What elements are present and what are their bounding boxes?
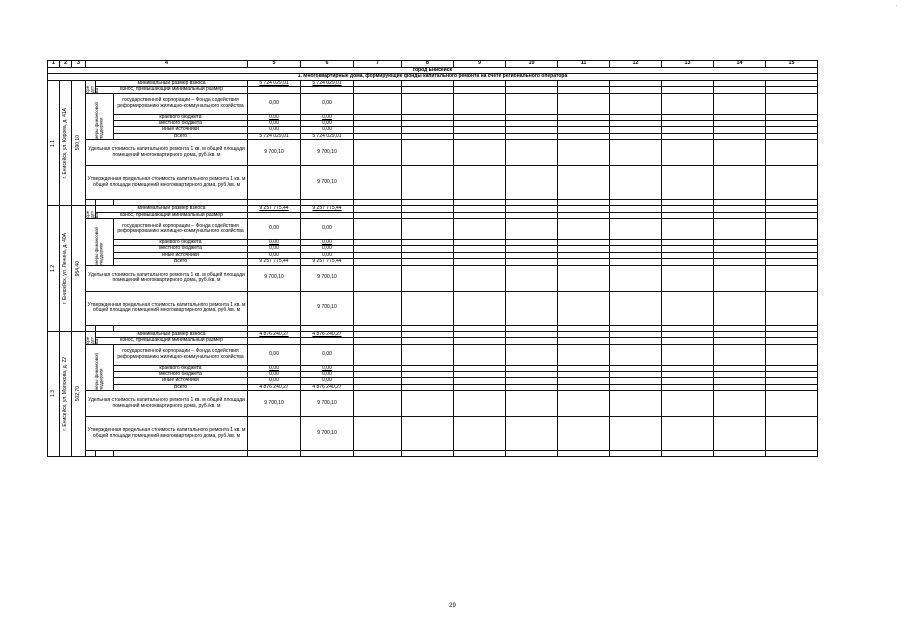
empty-cell [506,166,558,200]
empty-cell [766,344,818,365]
empty-cell [354,344,402,365]
value-cell: 9 700,10 [248,265,301,291]
value-cell: 0,00 [301,246,354,252]
header-cell: 8 [402,61,454,68]
table-row [48,451,818,457]
fund-corporation-label: государственной корпорации – Фонда содействия реформированию жилищно-коммунального хозяйства [114,219,248,240]
empty-cell [454,93,506,114]
sources-label: сре дст ва [86,80,96,93]
empty-cell [454,417,506,451]
empty-cell [766,219,818,240]
sources-label: сре дст ва [86,331,96,344]
limit-cost-label: Утвержденная предельная стоимость капитального ремонта 1 кв. м общей площади помещений многоквартирного дома, руб./кв. м [86,291,248,325]
empty-cell [714,219,766,240]
total-label: Всего [114,133,248,139]
table-row [48,417,818,451]
value-cell: 0,00 [248,219,301,240]
value-cell: 9 700,10 [301,391,354,417]
fund-corporation-label: государственной корпорации – Фонда содействия реформированию жилищно-коммунального хозяйства [114,344,248,365]
empty-cell [558,93,610,114]
value-cell: 0,00 [248,93,301,114]
empty-cell [354,93,402,114]
table-row [48,93,818,114]
value-cell: 0,00 [301,127,354,133]
empty-cell [248,417,301,451]
empty-cell [610,344,662,365]
row-area: 590,10 [72,80,86,205]
value-cell: 5 724 029,01 [248,133,301,139]
empty-cell [454,291,506,325]
empty-cell [454,140,506,166]
empty-cell [766,265,818,291]
header-cell: 2 [60,61,72,68]
empty-cell [558,291,610,325]
value-cell: 0,00 [248,365,301,371]
value-cell: 0,00 [248,127,301,133]
empty-cell [354,291,402,325]
empty-cell [662,140,714,166]
empty-cell [354,391,402,417]
limit-cost-label: Утвержденная предельная стоимость капитального ремонта 1 кв. м общей площади помещений многоквартирного дома, руб./кв. м [86,417,248,451]
empty-cell [114,451,248,457]
header-cell: 14 [714,61,766,68]
local-budget-label: местного бюджета [114,246,248,252]
min-contribution-label: минимальный размер взноса [96,331,248,337]
value-cell: 5 724 029,01 [248,80,301,86]
regional-budget-label: краевого бюджета [114,240,248,246]
value-cell: 9 257 775,44 [301,206,354,212]
other-sources-label: иные источники [114,378,248,384]
header-cell: 11 [558,61,610,68]
value-cell: 0,00 [301,121,354,127]
empty-cell [402,265,454,291]
row-number: 1.2 [48,206,60,331]
empty-cell [454,166,506,200]
empty-cell [558,265,610,291]
header-cell: 7 [354,61,402,68]
other-sources-label: иные источники [114,127,248,133]
empty-cell [610,391,662,417]
empty-cell [662,417,714,451]
value-cell: 9 257 775,44 [248,259,301,265]
empty-cell [354,140,402,166]
empty-cell [402,344,454,365]
empty-cell [402,93,454,114]
empty-cell [506,451,558,457]
value-cell: 0,00 [301,365,354,371]
empty-cell [662,391,714,417]
value-cell: 4 876 240,27 [301,384,354,390]
value-cell: 0,00 [248,114,301,120]
financial-support-label: меры финансовой поддержки [86,344,114,391]
value-cell: 0,00 [301,371,354,377]
value-cell: 5 724 029,01 [301,133,354,139]
table-row [48,391,818,417]
empty-cell [506,417,558,451]
empty-cell [248,291,301,325]
empty-cell [714,93,766,114]
empty-cell [558,219,610,240]
empty-cell [662,93,714,114]
total-label: Всего [114,384,248,390]
empty-cell [506,219,558,240]
empty-cell [714,344,766,365]
table-row [48,166,818,200]
empty-cell [86,451,96,457]
financial-support-label: меры финансовой поддержки [86,219,114,266]
empty-cell [506,344,558,365]
value-cell: 0,00 [248,246,301,252]
header-cell: 6 [301,61,354,68]
empty-cell [714,417,766,451]
value-cell: 0,00 [248,378,301,384]
empty-cell [662,291,714,325]
value-cell: 0,00 [301,114,354,120]
empty-cell [558,391,610,417]
empty-cell [610,140,662,166]
value-cell: 0,00 [248,252,301,258]
empty-cell [714,391,766,417]
value-cell: 0,00 [301,344,354,365]
value-cell: 9 700,10 [248,140,301,166]
empty-cell [558,417,610,451]
min-contribution-label: минимальный размер взноса [96,206,248,212]
empty-cell [354,166,402,200]
fund-corporation-label: государственной корпорации – Фонда содействия реформированию жилищно-коммунального хозяйства [114,93,248,114]
empty-cell [454,265,506,291]
empty-cell [96,451,114,457]
empty-cell [354,451,402,457]
capital-repair-table [47,60,818,457]
table-row [48,344,818,365]
value-cell: 4 876 240,27 [301,331,354,337]
empty-cell [402,451,454,457]
empty-cell [766,417,818,451]
value-cell: 4 876 240,27 [248,384,301,390]
empty-cell [714,451,766,457]
min-contribution-label: минимальный размер взноса [96,80,248,86]
unit-cost-label: Удельная стоимость капитального ремонта 1 кв. м общей площади помещений многоквартирного дома, руб./кв. м [86,140,248,166]
empty-cell [454,391,506,417]
empty-cell [610,417,662,451]
empty-cell [558,140,610,166]
local-budget-label: местного бюджета [114,121,248,127]
value-cell: 0,00 [301,378,354,384]
empty-cell [354,219,402,240]
value-cell: 0,00 [301,252,354,258]
city-title: город Енисейск [48,68,818,74]
value-cell: 9 700,10 [301,166,354,200]
value-cell: 0,00 [248,121,301,127]
empty-cell [558,451,610,457]
header-cell: 9 [454,61,506,68]
empty-cell [558,344,610,365]
empty-cell [610,166,662,200]
row-area: 502,70 [72,331,86,456]
local-budget-label: местного бюджета [114,371,248,377]
empty-cell [662,344,714,365]
over-contribution-label: взнос, превышающий минимальный размер [96,338,248,344]
empty-cell [506,291,558,325]
empty-cell [402,140,454,166]
empty-cell [248,166,301,200]
value-cell: 9 700,10 [301,265,354,291]
table-row [48,140,818,166]
table-row [48,265,818,291]
value-cell: 0,00 [301,240,354,246]
value-cell: 5 724 029,01 [301,80,354,86]
empty-cell [766,391,818,417]
row-address: г. Енисейск, ул. Кирова, д. 41А [60,80,72,205]
empty-cell [610,291,662,325]
empty-cell [402,166,454,200]
empty-cell [506,140,558,166]
table-row [48,291,818,325]
empty-cell [402,417,454,451]
regional-budget-label: краевого бюджета [114,114,248,120]
other-sources-label: иные источники [114,252,248,258]
empty-cell [402,391,454,417]
empty-cell [248,451,301,457]
empty-cell [402,291,454,325]
empty-cell [766,291,818,325]
header-cell: 5 [248,61,301,68]
value-cell: 9 700,10 [301,417,354,451]
value-cell: 0,00 [301,93,354,114]
unit-cost-label: Удельная стоимость капитального ремонта 1 кв. м общей площади помещений многоквартирного дома, руб./кв. м [86,265,248,291]
header-cell: 3 [72,61,86,68]
row-number: 1.1 [48,80,60,205]
value-cell: 9 700,10 [248,391,301,417]
empty-cell [714,140,766,166]
limit-cost-label: Утвержденная предельная стоимость капитального ремонта 1 кв. м общей площади помещений многоквартирного дома, руб./кв. м [86,166,248,200]
empty-cell [662,166,714,200]
empty-cell [766,140,818,166]
header-cell: 4 [86,61,248,68]
regional-budget-label: краевого бюджета [114,365,248,371]
empty-cell [714,265,766,291]
unit-cost-label: Удельная стоимость капитального ремонта 1 кв. м общей площади помещений многоквартирного дома, руб./кв. м [86,391,248,417]
empty-cell [402,219,454,240]
header-cell: 13 [662,61,714,68]
over-contribution-label: взнос, превышающий минимальный размер [96,212,248,218]
empty-cell [714,291,766,325]
corner-mark: . [896,2,898,8]
financial-support-label: меры финансовой поддержки [86,93,114,140]
value-cell: 9 700,10 [301,140,354,166]
empty-cell [610,451,662,457]
empty-cell [301,451,354,457]
empty-cell [662,451,714,457]
row-number: 1.3 [48,331,60,456]
empty-cell [662,219,714,240]
over-contribution-label: взнос, превышающий минимальный размер [96,87,248,93]
header-cell: 10 [506,61,558,68]
empty-cell [714,166,766,200]
empty-cell [558,166,610,200]
empty-cell [610,265,662,291]
table-row [48,219,818,240]
empty-cell [454,344,506,365]
empty-cell [454,451,506,457]
empty-cell [506,391,558,417]
value-cell: 0,00 [248,240,301,246]
header-cell: 15 [766,61,818,68]
empty-cell [506,265,558,291]
empty-cell [766,451,818,457]
empty-cell [354,417,402,451]
value-cell: 9 257 775,44 [301,259,354,265]
value-cell: 0,00 [248,344,301,365]
value-cell: 0,00 [248,371,301,377]
total-label: Всего [114,259,248,265]
value-cell: 9 700,10 [301,291,354,325]
empty-cell [610,219,662,240]
empty-cell [766,93,818,114]
section-title: 1. Многоквартирные дома, формирующие фонды капитального ремонта на счете регионального оператора [48,74,818,80]
empty-cell [610,93,662,114]
value-cell: 4 876 240,27 [248,331,301,337]
sources-label: сре дст ва [86,206,96,219]
page-number: 29 [449,603,456,609]
empty-cell [506,93,558,114]
empty-cell [662,265,714,291]
value-cell: 9 257 775,44 [248,206,301,212]
header-cell: 1 [48,61,60,68]
row-address: г. Енисейск, ул. Ленина, д. 40А [60,206,72,331]
empty-cell [766,166,818,200]
value-cell: 0,00 [301,219,354,240]
empty-cell [354,265,402,291]
header-cell: 12 [610,61,662,68]
row-address: г. Енисейск, ул. Молокова, д. 22 [60,331,72,456]
row-area: 954,40 [72,206,86,331]
empty-cell [454,219,506,240]
